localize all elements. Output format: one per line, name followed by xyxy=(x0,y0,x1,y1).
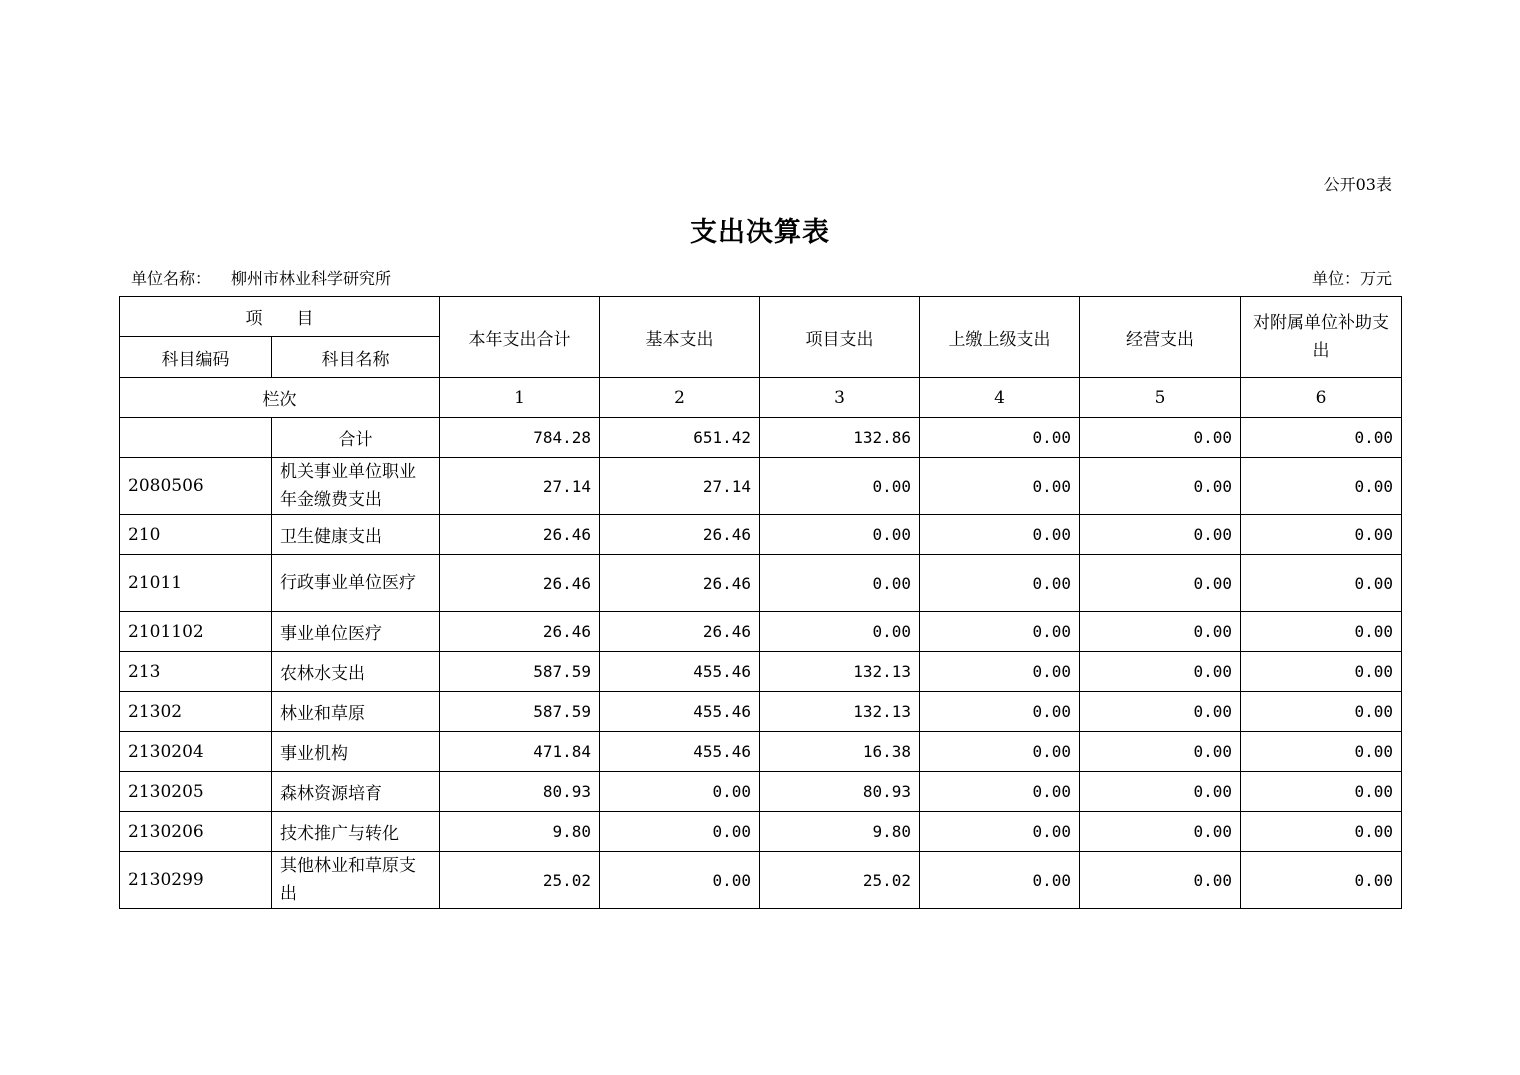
amount-cell: 0.00 xyxy=(1241,515,1402,555)
table-row xyxy=(120,772,1402,812)
col-num: 6 xyxy=(1241,378,1402,418)
amount-cell: 27.14 xyxy=(440,458,600,515)
total-value: 0.00 xyxy=(920,418,1080,458)
amount-cell: 25.02 xyxy=(440,852,600,909)
subject-code: 21011 xyxy=(120,555,272,612)
amount-cell: 0.00 xyxy=(1241,732,1402,772)
subject-name: 事业机构 xyxy=(272,732,440,772)
subject-name: 卫生健康支出 xyxy=(272,515,440,555)
total-value: 784.28 xyxy=(440,418,600,458)
table-row xyxy=(120,692,1402,732)
column-order-row xyxy=(120,378,1402,418)
table-row xyxy=(120,555,1402,612)
total-value: 0.00 xyxy=(1080,418,1241,458)
amount-cell: 0.00 xyxy=(1080,555,1241,612)
amount-cell: 80.93 xyxy=(760,772,920,812)
total-value: 0.00 xyxy=(1241,418,1402,458)
amount-cell: 0.00 xyxy=(1241,852,1402,909)
table-row xyxy=(120,612,1402,652)
amount-cell: 0.00 xyxy=(1241,555,1402,612)
table-row xyxy=(120,515,1402,555)
amount-cell: 455.46 xyxy=(600,732,760,772)
subject-code: 213 xyxy=(120,652,272,692)
header-operating: 经营支出 xyxy=(1080,297,1241,378)
subject-code: 21302 xyxy=(120,692,272,732)
amount-cell: 26.46 xyxy=(600,555,760,612)
table-row xyxy=(120,812,1402,852)
amount-cell: 26.46 xyxy=(440,555,600,612)
amount-cell: 0.00 xyxy=(920,812,1080,852)
amount-cell: 0.00 xyxy=(600,812,760,852)
table-row xyxy=(120,732,1402,772)
amount-cell: 80.93 xyxy=(440,772,600,812)
col-num: 4 xyxy=(920,378,1080,418)
amount-cell: 471.84 xyxy=(440,732,600,772)
amount-cell: 0.00 xyxy=(1080,812,1241,852)
amount-cell: 0.00 xyxy=(760,515,920,555)
unit-info xyxy=(131,266,391,289)
table-row xyxy=(120,458,1402,515)
amount-cell: 0.00 xyxy=(600,852,760,909)
table-row xyxy=(120,652,1402,692)
amount-cell: 455.46 xyxy=(600,692,760,732)
amount-cell: 0.00 xyxy=(760,555,920,612)
subject-code: 2080506 xyxy=(120,458,272,515)
amount-cell: 0.00 xyxy=(1241,692,1402,732)
subject-name: 森林资源培育 xyxy=(272,772,440,812)
amount-cell: 587.59 xyxy=(440,652,600,692)
header-name: 科目名称 xyxy=(272,337,440,378)
amount-cell: 0.00 xyxy=(1241,652,1402,692)
amount-cell: 455.46 xyxy=(600,652,760,692)
total-code-cell xyxy=(120,418,272,458)
header-project: 项目支出 xyxy=(760,297,920,378)
header-row-1 xyxy=(120,297,1402,337)
subject-name: 技术推广与转化 xyxy=(272,812,440,852)
header-code: 科目编码 xyxy=(120,337,272,378)
subject-name: 机关事业单位职业年金缴费支出 xyxy=(272,458,440,515)
header-total: 本年支出合计 xyxy=(440,297,600,378)
amount-cell: 0.00 xyxy=(760,612,920,652)
amount-cell: 26.46 xyxy=(600,515,760,555)
amount-cell: 0.00 xyxy=(920,515,1080,555)
subject-name: 农林水支出 xyxy=(272,652,440,692)
total-label: 合计 xyxy=(272,418,440,458)
header-item: 项 目 xyxy=(120,297,440,337)
amount-cell: 132.13 xyxy=(760,692,920,732)
amount-cell: 26.46 xyxy=(440,612,600,652)
table-row xyxy=(120,852,1402,909)
header-upper: 上缴上级支出 xyxy=(920,297,1080,378)
subject-name: 林业和草原 xyxy=(272,692,440,732)
amount-cell: 0.00 xyxy=(920,692,1080,732)
subject-name: 事业单位医疗 xyxy=(272,612,440,652)
amount-cell: 0.00 xyxy=(1080,612,1241,652)
subject-code: 2130205 xyxy=(120,772,272,812)
amount-cell: 132.13 xyxy=(760,652,920,692)
col-num: 5 xyxy=(1080,378,1241,418)
amount-cell: 0.00 xyxy=(760,458,920,515)
column-order-label: 栏次 xyxy=(120,378,440,418)
amount-cell: 0.00 xyxy=(1241,458,1402,515)
amount-cell: 0.00 xyxy=(920,555,1080,612)
form-code-label: 公开03表 xyxy=(1323,175,1392,194)
amount-cell: 0.00 xyxy=(1080,692,1241,732)
amount-cell: 0.00 xyxy=(1241,772,1402,812)
amount-cell: 25.02 xyxy=(760,852,920,909)
amount-cell: 0.00 xyxy=(920,732,1080,772)
amount-cell: 9.80 xyxy=(440,812,600,852)
amount-cell: 0.00 xyxy=(920,612,1080,652)
amount-cell: 587.59 xyxy=(440,692,600,732)
amount-cell: 0.00 xyxy=(1080,515,1241,555)
total-value: 651.42 xyxy=(600,418,760,458)
col-num: 1 xyxy=(440,378,600,418)
amount-cell: 0.00 xyxy=(1080,772,1241,812)
amount-cell: 0.00 xyxy=(1080,458,1241,515)
total-row xyxy=(120,418,1402,458)
amount-cell: 0.00 xyxy=(1080,852,1241,909)
subject-code: 2130206 xyxy=(120,812,272,852)
unit-name-value: 柳州市林业科学研究所 xyxy=(231,269,392,288)
unit-name-label: 单位名称： xyxy=(131,269,212,288)
col-num: 2 xyxy=(600,378,760,418)
expenditure-table xyxy=(119,296,1402,909)
amount-cell: 0.00 xyxy=(920,652,1080,692)
amount-cell: 26.46 xyxy=(600,612,760,652)
header-subsidy: 对附属单位补助支出 xyxy=(1241,297,1402,378)
amount-cell: 16.38 xyxy=(760,732,920,772)
subject-code: 2130204 xyxy=(120,732,272,772)
amount-cell: 0.00 xyxy=(920,852,1080,909)
subject-code: 2130299 xyxy=(120,852,272,909)
currency-unit-label: 单位：万元 xyxy=(1311,269,1392,288)
page-title: 支出决算表 xyxy=(690,217,830,248)
amount-cell: 0.00 xyxy=(1241,812,1402,852)
subject-code: 2101102 xyxy=(120,612,272,652)
amount-cell: 0.00 xyxy=(600,772,760,812)
amount-cell: 0.00 xyxy=(1080,732,1241,772)
amount-cell: 26.46 xyxy=(440,515,600,555)
total-value: 132.86 xyxy=(760,418,920,458)
amount-cell: 9.80 xyxy=(760,812,920,852)
amount-cell: 27.14 xyxy=(600,458,760,515)
subject-code: 210 xyxy=(120,515,272,555)
col-num: 3 xyxy=(760,378,920,418)
subject-name: 行政事业单位医疗 xyxy=(272,555,440,612)
amount-cell: 0.00 xyxy=(1241,612,1402,652)
header-basic: 基本支出 xyxy=(600,297,760,378)
amount-cell: 0.00 xyxy=(1080,652,1241,692)
amount-cell: 0.00 xyxy=(920,772,1080,812)
amount-cell: 0.00 xyxy=(920,458,1080,515)
subject-name: 其他林业和草原支出 xyxy=(272,852,440,909)
